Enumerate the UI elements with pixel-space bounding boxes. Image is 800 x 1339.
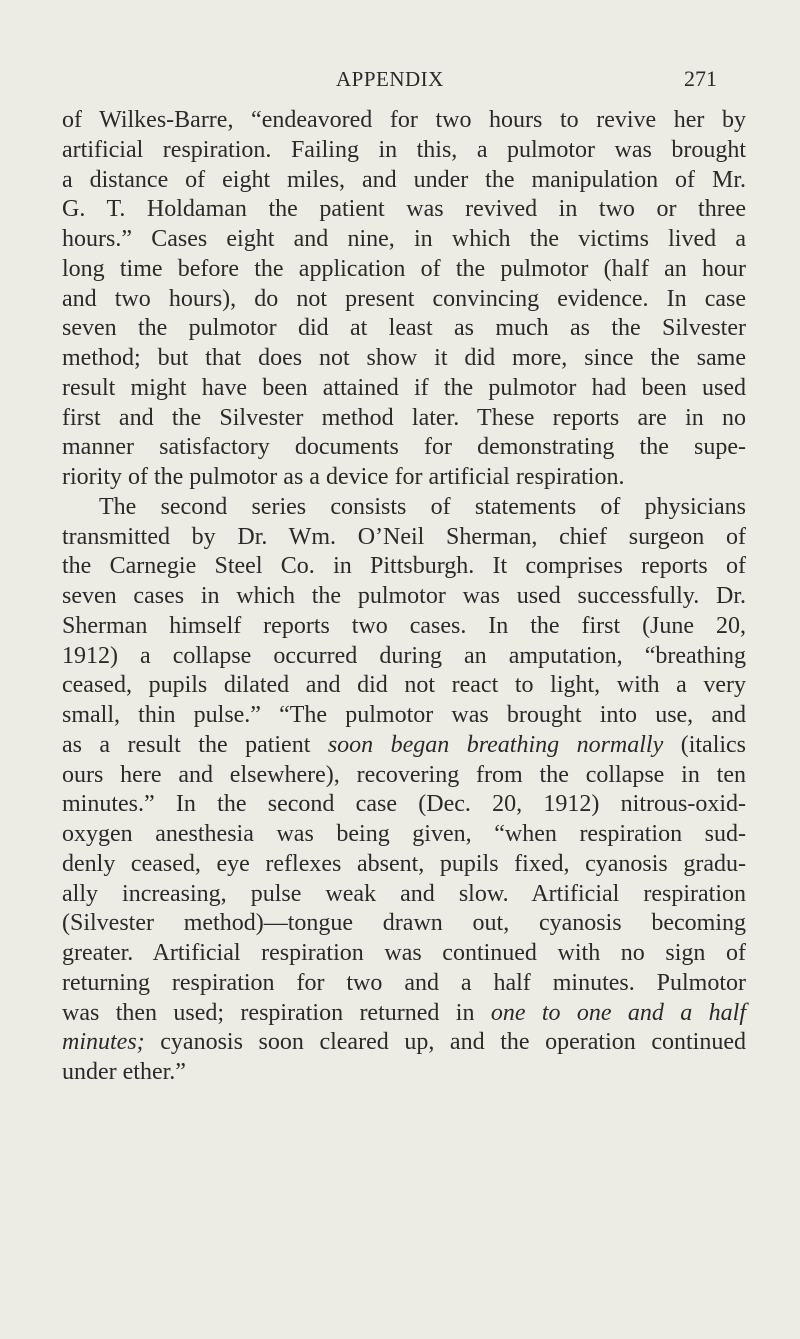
text-line: manner satisfactory documents for demonstrating the supe- xyxy=(62,434,746,461)
text-line: denly ceased, eye reflexes absent, pupils fixed, cyanosis gradu- xyxy=(62,850,746,877)
text-line: minutes.” In the second case (Dec. 20, 1912) nitrous-oxid- xyxy=(62,791,746,818)
text-line: transmitted by Dr. Wm. O’Neil Sherman, chief surgeon of xyxy=(62,523,746,550)
text-line: ally increasing, pulse weak and slow. Artificial respiration xyxy=(62,880,746,907)
text-line: first and the Silvester method later. These reports are in no xyxy=(62,404,746,431)
text-line: seven cases in which the pulmotor was used successfully. Dr. xyxy=(62,583,746,609)
text-line: was then used; respiration returned in one to one and a half xyxy=(62,999,746,1026)
text-line: seven the pulmotor did at least as much as the Silvester xyxy=(62,315,746,342)
text-line: the Carnegie Steel Co. in Pittsburgh. It comprises reports of xyxy=(62,553,746,580)
paragraph-first-line: The second series consists of statements of physicians xyxy=(99,493,746,520)
text-line: oxygen anesthesia was being given, “when respiration sud- xyxy=(62,821,746,847)
text-line: ceased, pupils dilated and did not react to light, with a very xyxy=(62,672,746,699)
text-line: ours here and elsewhere), recovering from the collapse in ten xyxy=(62,761,746,788)
text-line: under ether.” xyxy=(62,1059,186,1085)
text-line: Sherman himself reports two cases. In the first (June 20, xyxy=(62,612,746,639)
text-line: hours.” Cases eight and nine, in which the victims lived a xyxy=(62,226,746,252)
text-line: small, thin pulse.” “The pulmotor was brought into use, and xyxy=(62,702,746,728)
text-line: riority of the pulmotor as a device for artificial respiration. xyxy=(62,464,625,490)
text-line: minutes; cyanosis soon cleared up, and the operation continued xyxy=(62,1029,746,1056)
text-line: returning respiration for two and a half minutes. Pulmotor xyxy=(62,969,746,996)
text-line: of Wilkes-Barre, “endeavored for two hours to revive her by xyxy=(62,107,746,133)
text-line: artificial respiration. Failing in this, a pulmotor was brought xyxy=(62,136,746,163)
text-line: and two hours), do not present convincing evidence. In case xyxy=(62,285,746,312)
text-line: 1912) a collapse occurred during an amputation, “breathing xyxy=(62,642,746,669)
italic-phrase: soon began breathing normally xyxy=(327,731,664,758)
running-head xyxy=(0,64,800,98)
text-line: a distance of eight miles, and under the manipulation of Mr. xyxy=(62,166,746,193)
text-line: as a result the patient soon began breathing normally (italics xyxy=(62,731,747,758)
body-text xyxy=(62,106,746,1088)
text-line: long time before the application of the pulmotor (half an hour xyxy=(62,255,746,282)
text-line: method; but that does not show it did more, since the same xyxy=(62,345,746,371)
italic-phrase: one to one and a half xyxy=(490,999,746,1026)
text-line: result might have been attained if the pulmotor had been used xyxy=(62,374,746,401)
page-number: 271 xyxy=(684,66,717,91)
running-title: APPENDIX xyxy=(336,67,444,91)
text-line: greater. Artificial respiration was continued with no sign of xyxy=(62,940,746,966)
text-line: G. T. Holdaman the patient was revived in two or three xyxy=(62,196,746,223)
italic-phrase: minutes; xyxy=(62,1029,145,1056)
text-line: (Silvester method)—tongue drawn out, cyanosis becoming xyxy=(62,910,746,937)
